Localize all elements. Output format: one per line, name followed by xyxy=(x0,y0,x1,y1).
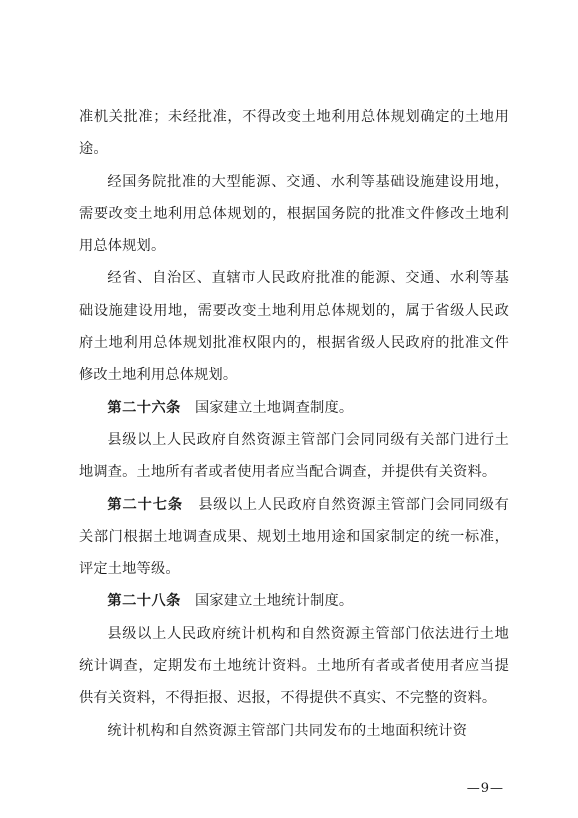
paragraph-9 xyxy=(79,715,509,747)
paragraph-3 xyxy=(79,262,509,391)
article-title: 第二十七条 xyxy=(107,496,183,513)
page-number: —9— xyxy=(466,781,504,796)
article-28 xyxy=(79,585,509,617)
paragraph-text: 经国务院批准的大型能源、交通、水利等基础设施建设用地，需要改变土地利用总体规划的，根据国务院的批准文件修改土地利用总体规划。 xyxy=(79,173,509,255)
article-title: 第二十八条 xyxy=(107,593,181,610)
paragraph-text: 国家建立土地调查制度。 xyxy=(194,399,354,416)
paragraph-1 xyxy=(79,101,509,166)
paragraph-text: 县级以上人民政府自然资源主管部门会同同级有关部门根据土地调查成果、规划土地用途和国家制定的统一标准，评定土地等级。 xyxy=(79,496,509,578)
paragraph-5 xyxy=(79,424,509,489)
paragraph-text: 经省、自治区、直辖市人民政府批准的能源、交通、水利等基础设施建设用地，需要改变土地利用总体规划的，属于省级人民政府土地利用总体规划批准权限内的，根据省级人民政府的批准文件修改土地利用总体规划。 xyxy=(79,270,509,384)
page-body xyxy=(79,101,509,747)
paragraph-2 xyxy=(79,166,509,263)
paragraph-text: 准机关批准；未经批准，不得改变土地利用总体规划确定的土地用途。 xyxy=(79,109,509,158)
paragraph-text: 统计机构和自然资源主管部门共同发布的土地面积统计资 xyxy=(107,722,468,739)
paragraph-8 xyxy=(79,618,509,715)
article-title: 第二十六条 xyxy=(107,399,181,416)
paragraph-text: 国家建立土地统计制度。 xyxy=(194,593,354,610)
paragraph-text: 县级以上人民政府统计机构和自然资源主管部门依法进行土地统计调查，定期发布土地统计资料。土地所有者或者使用者应当提供有关资料，不得拒报、迟报，不得提供不真实、不完整的资料。 xyxy=(79,625,509,707)
paragraph-text: 县级以上人民政府自然资源主管部门会同同级有关部门进行土地调查。土地所有者或者使用者应当配合调查，并提供有关资料。 xyxy=(79,431,509,481)
article-27 xyxy=(79,489,509,586)
article-26 xyxy=(79,392,509,424)
